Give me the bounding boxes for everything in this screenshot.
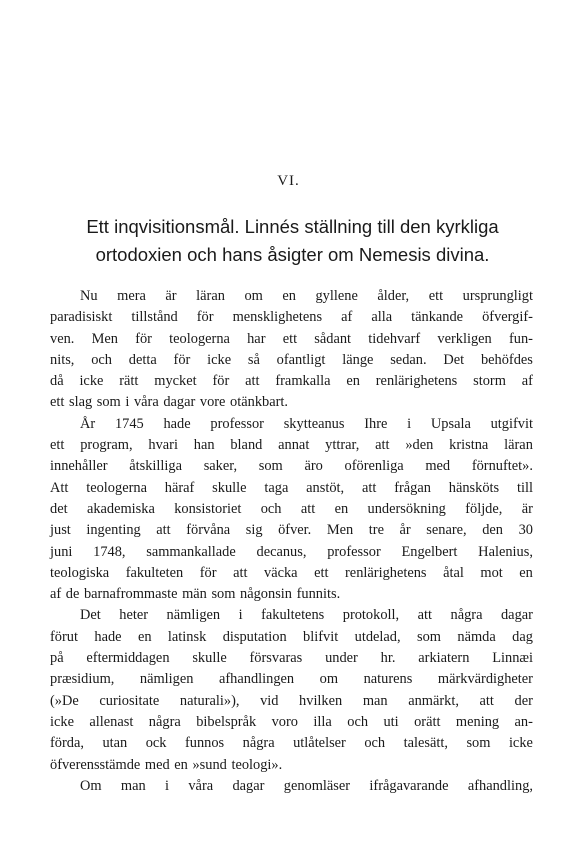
text-line: icke allenast några bibelspråk voro illa och uti orätt mening an- xyxy=(50,713,533,730)
text-line: Att teologerna häraf skulle taga anstöt, att frågan hänsköts till xyxy=(50,479,533,496)
chapter-title xyxy=(50,213,535,269)
text-line: præsidium, nämligen afhandlingen om naturens märkvärdigheter xyxy=(50,671,533,688)
body-text xyxy=(50,286,533,797)
text-line: då icke rätt mycket för att framkalla en renlärighetens storm af xyxy=(50,373,533,390)
text-line: teologiska fakulteten för att väcka ett renlärighetens åtal mot en xyxy=(50,564,533,581)
text-line: Om man i våra dagar genomläser ifrågavarande afhandling, xyxy=(80,777,533,794)
text-line: (»De curiositate naturali»), vid hvilken man anmärkt, att der xyxy=(50,692,533,709)
text-line: nits, och detta för icke så ofantligt länge sedan. Det behöfdes xyxy=(50,351,533,368)
text-line: förda, utan ock funnos några utlåtelser och talesätt, som icke xyxy=(50,735,533,752)
text-line: öfverensstämde med en »sund teologi». xyxy=(50,756,283,773)
chapter-title-line: ortodoxien och hans åsigter om Nemesis divina. xyxy=(95,244,490,265)
text-line: af de barnafrommaste män som någonsin funnits. xyxy=(50,586,341,603)
text-line: innehåller åtskilliga saker, som äro oförenliga med förnuftet». xyxy=(50,458,533,475)
text-line: på eftermiddagen skulle försvaras under hr. arkiatern Linnæi xyxy=(50,650,533,667)
text-line: ven. Men för teologerna har ett sådant tidehvarf verkligen fun- xyxy=(50,330,533,347)
text-line: ett slag som i våra dagar vore otänkbart. xyxy=(50,394,288,411)
text-line: Nu mera är läran om en gyllene ålder, ett ursprungligt xyxy=(80,288,533,304)
text-line: förut hade en latinsk disputation blifvit utdelad, som nämda dag xyxy=(50,628,533,645)
text-line: just ingenting att förvåna sig öfver. Men tre år senare, den 30 xyxy=(50,522,533,539)
text-line: År 1745 hade professor skytteanus Ihre i Upsala utgifvit xyxy=(80,415,533,432)
chapter-number: VI. xyxy=(277,173,300,189)
text-line: det akademiska konsistoriet och att en undersökning följde, är xyxy=(50,500,533,517)
text-line: ett program, hvari han bland annat yttrar, att »den kristna läran xyxy=(50,437,533,454)
text-line: Det heter nämligen i fakultetens protokoll, att några dagar xyxy=(80,607,533,624)
text-line: juni 1748, sammankallade decanus, professor Engelbert Halenius, xyxy=(50,543,533,560)
text-line: paradisiskt tillstånd för mensklighetens af alla tänkande öfvergif- xyxy=(50,309,533,326)
chapter-title-line: Ett inqvisitionsmål. Linnés ställning till den kyrkliga xyxy=(86,216,499,237)
